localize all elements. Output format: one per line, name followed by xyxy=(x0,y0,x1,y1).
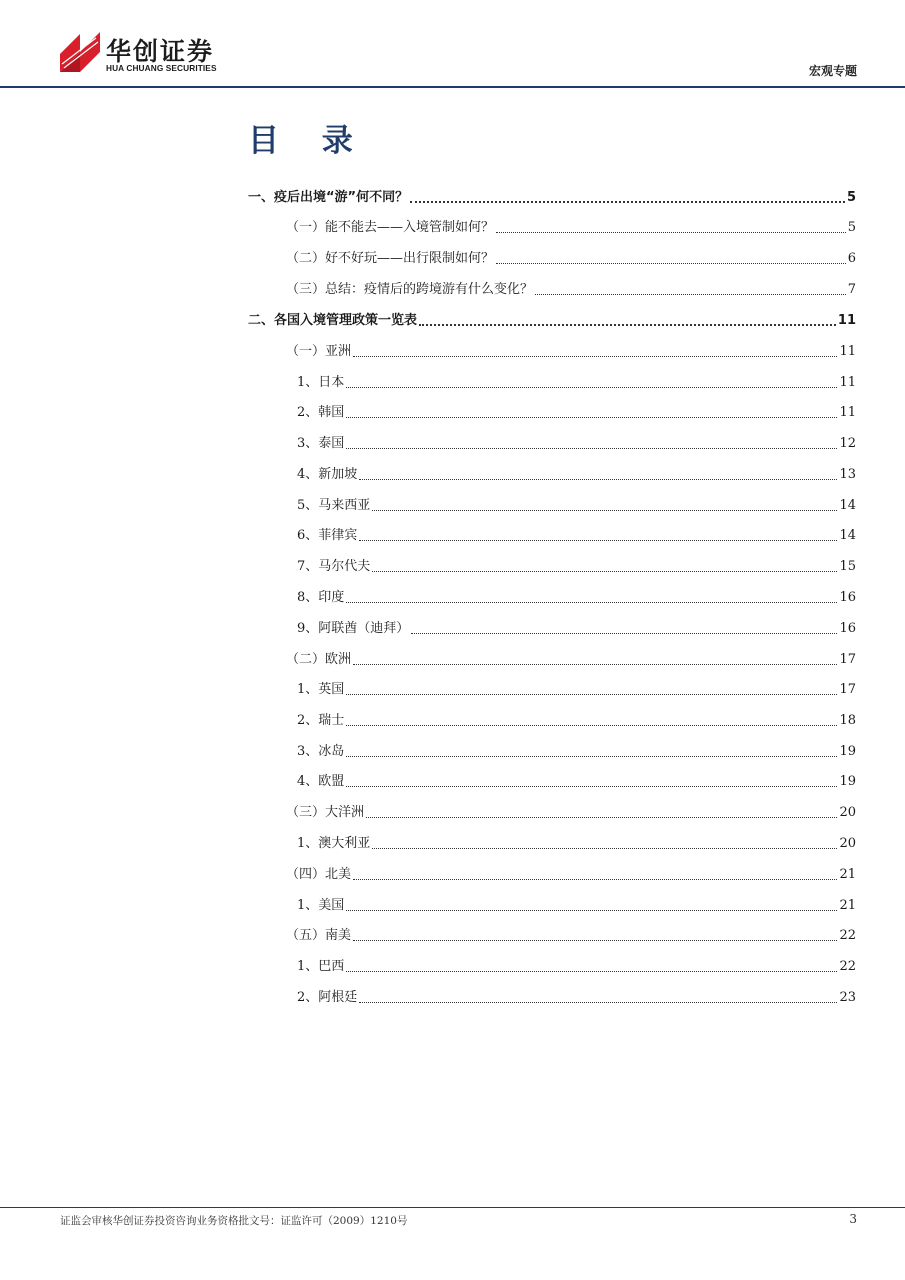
toc-entry-title: （三）总结：疫情后的跨境游有什么变化？ xyxy=(286,282,534,297)
toc-entry[interactable] xyxy=(297,588,856,608)
toc-entry-title: 3、冰岛 xyxy=(297,744,345,759)
toc-entry-page: 21 xyxy=(839,898,856,913)
toc-entry[interactable] xyxy=(286,280,856,300)
footer-license-text: 证监会审核华创证券投资咨询业务资格批文号：证监许可（2009）1210号 xyxy=(60,1215,408,1227)
toc-entry-title: （二）好不好玩——出行限制如何？ xyxy=(286,251,495,266)
toc-entry-title: 二、各国入境管理政策一览表 xyxy=(248,313,418,328)
toc-entry-title: 4、新加坡 xyxy=(297,467,358,482)
toc-entry-title: （五）南美 xyxy=(286,928,352,943)
company-logo xyxy=(58,30,258,80)
toc-entry-page: 15 xyxy=(839,559,856,574)
toc-entry[interactable] xyxy=(297,526,856,546)
toc-entry-page: 14 xyxy=(839,498,856,513)
toc-entry-page: 11 xyxy=(839,344,856,359)
toc-entry-title: 4、欧盟 xyxy=(297,774,345,789)
toc-dot-leader xyxy=(410,200,845,203)
toc-entry-page: 23 xyxy=(839,990,856,1005)
toc-entry[interactable] xyxy=(248,188,856,208)
toc-entry-title: （一）能不能去——入境管制如何？ xyxy=(286,220,495,235)
toc-entry-page: 6 xyxy=(847,251,856,266)
page-number: 3 xyxy=(849,1212,857,1226)
toc-entry-page: 11 xyxy=(839,375,856,390)
toc-dot-leader xyxy=(496,231,846,233)
toc-entry[interactable] xyxy=(297,834,856,854)
toc-entry-page: 11 xyxy=(839,405,856,420)
toc-entry-title: （一）亚洲 xyxy=(286,344,352,359)
toc-entry[interactable] xyxy=(297,988,856,1008)
toc-entry-page: 17 xyxy=(839,652,856,667)
header-divider xyxy=(0,86,905,88)
toc-dot-leader xyxy=(372,847,837,849)
toc-entry[interactable] xyxy=(297,772,856,792)
toc-entry[interactable] xyxy=(297,465,856,485)
toc-entry-page: 22 xyxy=(839,928,856,943)
toc-dot-leader xyxy=(419,323,836,326)
toc-entry-title: 2、阿根廷 xyxy=(297,990,358,1005)
toc-entry-title: 1、巴西 xyxy=(297,959,345,974)
toc-entry[interactable] xyxy=(286,218,856,238)
toc-entry-title: （三）大洋洲 xyxy=(286,805,365,820)
toc-entry-page: 14 xyxy=(839,528,856,543)
toc-entry-title: （四）北美 xyxy=(286,867,352,882)
toc-dot-leader xyxy=(353,663,837,665)
toc-dot-leader xyxy=(535,293,846,295)
toc-entry[interactable] xyxy=(286,926,856,946)
toc-dot-leader xyxy=(346,724,837,726)
toc-entry[interactable] xyxy=(286,342,856,362)
toc-entry-page: 13 xyxy=(839,467,856,482)
toc-entry-page: 16 xyxy=(839,621,856,636)
toc-entry-title: 9、阿联酋（迪拜） xyxy=(297,621,410,636)
toc-entry-title: 3、泰国 xyxy=(297,436,345,451)
toc-entry[interactable] xyxy=(297,957,856,977)
toc-entry-page: 19 xyxy=(839,774,856,789)
toc-entry-title: 2、韩国 xyxy=(297,405,345,420)
toc-entry-title: 1、澳大利亚 xyxy=(297,836,371,851)
toc-entry-page: 20 xyxy=(839,805,856,820)
toc-entry[interactable] xyxy=(286,865,856,885)
toc-entry-page: 5 xyxy=(846,190,856,205)
toc-dot-leader xyxy=(359,478,837,480)
toc-entry-page: 19 xyxy=(839,744,856,759)
toc-entry-page: 7 xyxy=(847,282,856,297)
toc-entry-title: 1、英国 xyxy=(297,682,345,697)
toc-dot-leader xyxy=(346,447,837,449)
toc-dot-leader xyxy=(346,693,837,695)
toc-entry[interactable] xyxy=(297,434,856,454)
toc-dot-leader xyxy=(496,262,846,264)
toc-entry-title: 一、疫后出境“游”何不同？ xyxy=(248,190,409,205)
toc-entry-title: （二）欧洲 xyxy=(286,652,352,667)
toc-dot-leader xyxy=(346,909,837,911)
toc-dot-leader xyxy=(359,539,837,541)
toc-entry[interactable] xyxy=(248,311,856,331)
toc-entry-title: 7、马尔代夫 xyxy=(297,559,371,574)
toc-dot-leader xyxy=(346,601,837,603)
toc-entry[interactable] xyxy=(297,403,856,423)
toc-entry-title: 1、日本 xyxy=(297,375,345,390)
toc-dot-leader xyxy=(346,785,837,787)
toc-entry-page: 17 xyxy=(839,682,856,697)
toc-entry-title: 6、菲律宾 xyxy=(297,528,358,543)
page-header xyxy=(0,0,905,90)
report-type-label: 宏观专题 xyxy=(808,64,857,78)
toc-entry-page: 5 xyxy=(847,220,856,235)
toc-entry-page: 22 xyxy=(839,959,856,974)
toc-entry[interactable] xyxy=(297,557,856,577)
toc-entry-page: 12 xyxy=(839,436,856,451)
toc-entry[interactable] xyxy=(286,803,856,823)
toc-entry[interactable] xyxy=(297,896,856,916)
toc-dot-leader xyxy=(353,939,837,941)
toc-dot-leader xyxy=(346,755,837,757)
toc-dot-leader xyxy=(411,632,837,634)
toc-entry[interactable] xyxy=(297,711,856,731)
toc-entry[interactable] xyxy=(297,742,856,762)
logo-english-name: HUA CHUANG SECURITIES xyxy=(106,63,217,73)
toc-dot-leader xyxy=(346,386,837,388)
toc-dot-leader xyxy=(346,416,837,418)
toc-dot-leader xyxy=(372,509,837,511)
toc-entry-title: 2、瑞士 xyxy=(297,713,345,728)
toc-entry[interactable] xyxy=(286,650,856,670)
toc-dot-leader xyxy=(346,970,837,972)
logo-chinese-name: 华创证券 xyxy=(106,37,215,66)
toc-dot-leader xyxy=(366,816,837,818)
toc-dot-leader xyxy=(353,878,837,880)
footer-divider xyxy=(0,1207,905,1208)
toc-entry[interactable] xyxy=(297,496,856,516)
toc-entry-page: 18 xyxy=(839,713,856,728)
toc-title: 目 录 xyxy=(248,123,369,159)
toc-entry[interactable] xyxy=(297,619,856,639)
toc-entry-page: 16 xyxy=(839,590,856,605)
toc-entry-title: 1、美国 xyxy=(297,898,345,913)
toc-entry-title: 5、马来西亚 xyxy=(297,498,371,513)
toc-entry-page: 21 xyxy=(839,867,856,882)
toc-entry[interactable] xyxy=(297,373,856,393)
toc-dot-leader xyxy=(372,570,837,572)
toc-entry[interactable] xyxy=(297,680,856,700)
toc-entry[interactable] xyxy=(286,249,856,269)
toc-dot-leader xyxy=(359,1001,837,1003)
toc-dot-leader xyxy=(353,355,837,357)
toc-entry-page: 20 xyxy=(839,836,856,851)
logo-mark-icon xyxy=(58,30,102,74)
toc-entry-page: 11 xyxy=(837,313,856,328)
toc-entry-title: 8、印度 xyxy=(297,590,345,605)
